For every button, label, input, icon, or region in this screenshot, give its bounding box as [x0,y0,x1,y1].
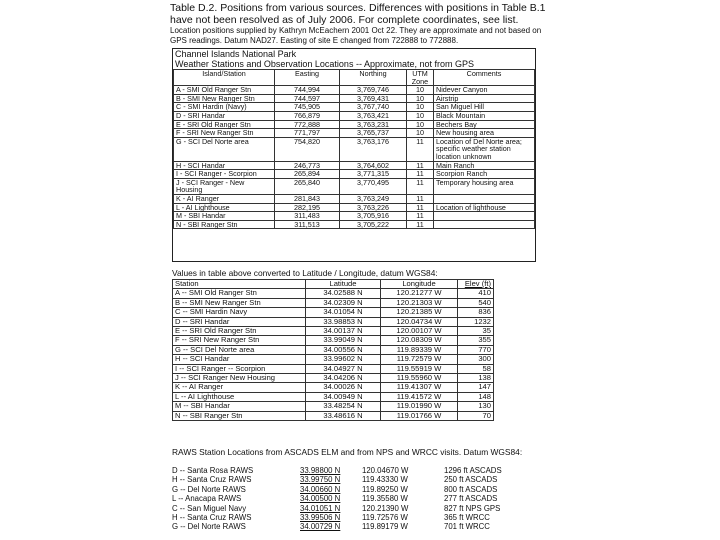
raws-info: 1296 ft ASCADS [444,466,502,475]
comment-text [434,220,535,229]
raws-lat: 34.01051 N [300,503,341,513]
park-name: Channel Islands National Park [175,49,297,59]
station-name: H - SCI Handar [174,161,275,170]
station-name: I - SCI Ranger - Scorpion [174,170,275,179]
col-lat-station: Station [173,280,306,289]
easting-value: 311,513 [275,220,340,229]
northing-value: 3,771,315 [340,170,407,179]
raws-info: 827 ft NPS GPS [444,503,501,513]
northing-value: 3,763,176 [340,137,407,161]
station-name: M -- SBI Handar [173,402,306,411]
list-item [172,494,524,503]
latitude-value: 33.48254 N [306,402,381,411]
raws-info: 701 ft WRCC [444,522,490,532]
station-name: F -- SRI New Ranger Stn [173,336,306,345]
table-row [173,289,494,298]
latitude-value: 34.04206 N [306,374,381,383]
northing-value: 3,769,431 [340,94,407,103]
raws-lon: 120.04670 W [362,466,409,475]
comment-text: Bechers Bay [434,120,535,129]
zone-value: 10 [407,103,434,112]
station-name: M - SBI Handar [174,212,275,221]
table-row [173,336,494,345]
station-name: B -- SMI New Ranger Stn [173,298,306,307]
comment-text: San Miguel Hill [434,103,535,112]
zone-value: 10 [407,94,434,103]
longitude-value: 119.72579 W [381,355,458,364]
raws-info: 277 ft ASCADS [444,494,498,504]
raws-name: H -- Santa Cruz RAWS [172,475,252,485]
zone-value: 11 [407,203,434,212]
station-name: G -- SCI Del Norte area [173,345,306,354]
zone-value: 11 [407,161,434,170]
zone-value: 11 [407,212,434,221]
stations-body [174,86,535,229]
elev-value: 355 [458,336,494,345]
latlon-title: Values in table above converted to Latitude / Longitude, datum WGS84: [172,268,438,278]
comment-text: Scorpion Ranch [434,170,535,179]
station-name: I -- SCI Ranger -- Scorpion [173,364,306,373]
station-name: N - SBI Ranger Stn [174,220,275,229]
raws-title: RAWS Station Locations from ASCADS ELM and from NPS and WRCC visits. Datum WGS84: [172,447,523,457]
station-name: H -- SCI Handar [173,355,306,364]
raws-name: G -- Del Norte RAWS [172,522,246,532]
latitude-value: 33.98853 N [306,317,381,326]
latlon-body [173,289,494,421]
table-row [174,111,535,120]
latitude-value: 33.99602 N [306,355,381,364]
raws-info: 250 ft ASCADS [444,475,498,485]
elev-value: 130 [458,402,494,411]
station-name: K - AI Ranger [174,194,275,203]
raws-lat: 34.00729 N [300,522,341,532]
easting-value: 282,195 [275,203,340,212]
station-name: A - SMI Old Ranger Stn [174,86,275,95]
table-row [174,129,535,138]
comment-text [434,212,535,221]
raws-info: 800 ft ASCADS [444,484,498,494]
northing-value: 3,767,740 [340,103,407,112]
elev-value: 540 [458,298,494,307]
document-page [168,0,552,540]
latitude-value: 34.02588 N [306,289,381,298]
northing-value: 3,764,602 [340,161,407,170]
station-name: C - SMI Hardin (Navy) [174,103,275,112]
raws-lat: 33.99750 N [300,475,341,485]
easting-value: 311,483 [275,212,340,221]
easting-value: 265,894 [275,170,340,179]
table-row [174,170,535,179]
easting-value: 744,597 [275,94,340,103]
table-row [173,383,494,392]
list-item [172,513,524,522]
col-latitude: Latitude [306,280,381,289]
zone-value: 11 [407,220,434,229]
zone-value: 10 [407,120,434,129]
raws-info: 365 ft WRCC [444,513,490,523]
raws-lat: 33.98800 N [300,466,341,475]
list-item [172,485,524,494]
station-name: K -- AI Ranger [173,383,306,392]
easting-value: 246,773 [275,161,340,170]
northing-value: 3,763,249 [340,194,407,203]
latlon-table-box [172,279,534,421]
table-row [174,212,535,221]
raws-lat: 34.00660 N [300,484,341,494]
raws-lat: 34.00500 N [300,494,341,504]
zone-value: 10 [407,129,434,138]
raws-lon: 119.89250 W [362,484,408,494]
col-easting: Easting [275,70,340,86]
comment-text: New housing area [434,129,535,138]
comment-text: Nidever Canyon [434,86,535,95]
zone-value: 11 [407,178,434,194]
latitude-value: 33.48616 N [306,411,381,420]
easting-value: 745,905 [275,103,340,112]
raws-name: L -- Anacapa RAWS [172,494,242,504]
list-item [172,466,524,475]
table-row [174,178,535,194]
col-elev: Elev (ft) [458,280,494,289]
longitude-value: 120.21277 W [381,289,458,298]
station-name: E - SRI Old Ranger Stn [174,120,275,129]
longitude-value: 119.55960 W [381,374,458,383]
table-row [174,86,535,95]
comment-text: Location of Del Norte area; specific weather station location unknown [434,137,535,161]
raws-name: H -- Santa Cruz RAWS [172,513,252,523]
raws-lon: 119.35580 W [362,494,408,504]
longitude-value: 120.04734 W [381,317,458,326]
latitude-value: 34.04927 N [306,364,381,373]
latitude-value: 33.99049 N [306,336,381,345]
latitude-value: 34.00556 N [306,345,381,354]
zone-value: 10 [407,86,434,95]
station-name: E -- SRI Old Ranger Stn [173,327,306,336]
table-row [173,411,494,420]
raws-name: C -- San Miguel Navy [172,503,247,513]
comment-text: Location of lighthouse [434,203,535,212]
station-name: F - SRI New Ranger Stn [174,129,275,138]
elev-value: 770 [458,345,494,354]
easting-value: 265,840 [275,178,340,194]
zone-value: 11 [407,194,434,203]
latitude-value: 34.00949 N [306,392,381,401]
longitude-value: 119.01766 W [381,411,458,420]
northing-value: 3,763,226 [340,203,407,212]
table-row [173,402,494,411]
easting-value: 754,820 [275,137,340,161]
stations-table-box [172,48,536,262]
elev-value: 1232 [458,317,494,326]
station-name: L -- AI Lighthouse [173,392,306,401]
table-row [174,220,535,229]
station-name: G - SCI Del Norte area [174,137,275,161]
table-row [174,194,535,203]
station-name: B - SMI New Ranger Stn [174,94,275,103]
elev-value: 148 [458,392,494,401]
raws-lon: 120.21390 W [362,503,409,513]
latlon-table [172,279,494,421]
northing-value: 3,763,421 [340,111,407,120]
elev-value: 138 [458,374,494,383]
northing-value: 3,765,737 [340,129,407,138]
col-comments: Comments [434,70,535,86]
elev-value: 836 [458,308,494,317]
list-item [172,522,524,531]
comment-text: Temporary housing area [434,178,535,194]
table-row [173,308,494,317]
elev-value: 410 [458,289,494,298]
raws-lon: 119.43330 W [362,475,408,485]
raws-lat: 33.99506 N [300,513,341,523]
northing-value: 3,705,916 [340,212,407,221]
list-item [172,504,524,513]
easting-value: 281,843 [275,194,340,203]
comment-text: Main Ranch [434,161,535,170]
elev-value: 58 [458,364,494,373]
table-caption: Table D.2. Positions from various sources. Differences with positions in Table B.1 have not been resolved as of July 2006. For complete coordinates, see list. [170,2,546,26]
longitude-value: 120.08309 W [381,336,458,345]
station-name: J - SCI Ranger - New Housing [174,178,275,194]
comment-text [434,194,535,203]
raws-list [172,466,524,532]
longitude-value: 119.41307 W [381,383,458,392]
elev-value: 147 [458,383,494,392]
zone-value: 11 [407,170,434,179]
col-longitude: Longitude [381,280,458,289]
elev-value: 300 [458,355,494,364]
easting-value: 771,797 [275,129,340,138]
raws-lon: 119.89179 W [362,522,408,532]
station-name: J -- SCI Ranger New Housing [173,374,306,383]
comment-text: Airstrip [434,94,535,103]
northing-value: 3,770,495 [340,178,407,194]
zone-value: 10 [407,111,434,120]
longitude-value: 120.21385 W [381,308,458,317]
raws-name: D -- Santa Rosa RAWS [172,466,254,475]
easting-value: 744,994 [275,86,340,95]
stations-table [173,69,535,229]
station-name: D -- SRI Handar [173,317,306,326]
elev-value: 35 [458,327,494,336]
col-northing: Northing [340,70,407,86]
latitude-value: 34.00137 N [306,327,381,336]
station-name: D - SRI Handar [174,111,275,120]
elev-value: 70 [458,411,494,420]
station-name: A -- SMI Old Ranger Stn [173,289,306,298]
northing-value: 3,769,746 [340,86,407,95]
northing-value: 3,763,231 [340,120,407,129]
station-name: L - AI Lighthouse [174,203,275,212]
zone-value: 11 [407,137,434,161]
raws-lon: 119.72576 W [362,513,408,523]
longitude-value: 119.89339 W [381,345,458,354]
latitude-value: 34.01054 N [306,308,381,317]
col-station: Island/Station [174,70,275,86]
northing-value: 3,705,222 [340,220,407,229]
table-row [174,203,535,212]
latitude-value: 34.02309 N [306,298,381,307]
station-name: N -- SBI Ranger Stn [173,411,306,420]
longitude-value: 119.41572 W [381,392,458,401]
stations-subtitle: Weather Stations and Observation Locations -- Approximate, not from GPS [175,59,474,69]
location-note: Location positions supplied by Kathryn McEachern 2001 Oct 22. They are approximate and not based on GPS readings. Datum NAD27. Easting of site E changed from 722888 to 772888. [170,26,542,45]
table-row [174,137,535,161]
longitude-value: 120.00107 W [381,327,458,336]
longitude-value: 120.21303 W [381,298,458,307]
list-item [172,475,524,484]
latitude-value: 34.00026 N [306,383,381,392]
longitude-value: 119.55919 W [381,364,458,373]
longitude-value: 119.01990 W [381,402,458,411]
raws-name: G -- Del Norte RAWS [172,484,246,494]
station-name: C -- SMI Hardin Navy [173,308,306,317]
easting-value: 772,888 [275,120,340,129]
table-row [173,355,494,364]
stations-header-row [174,70,535,86]
comment-text: Black Mountain [434,111,535,120]
col-zone: UTM Zone [407,70,434,86]
easting-value: 766,879 [275,111,340,120]
